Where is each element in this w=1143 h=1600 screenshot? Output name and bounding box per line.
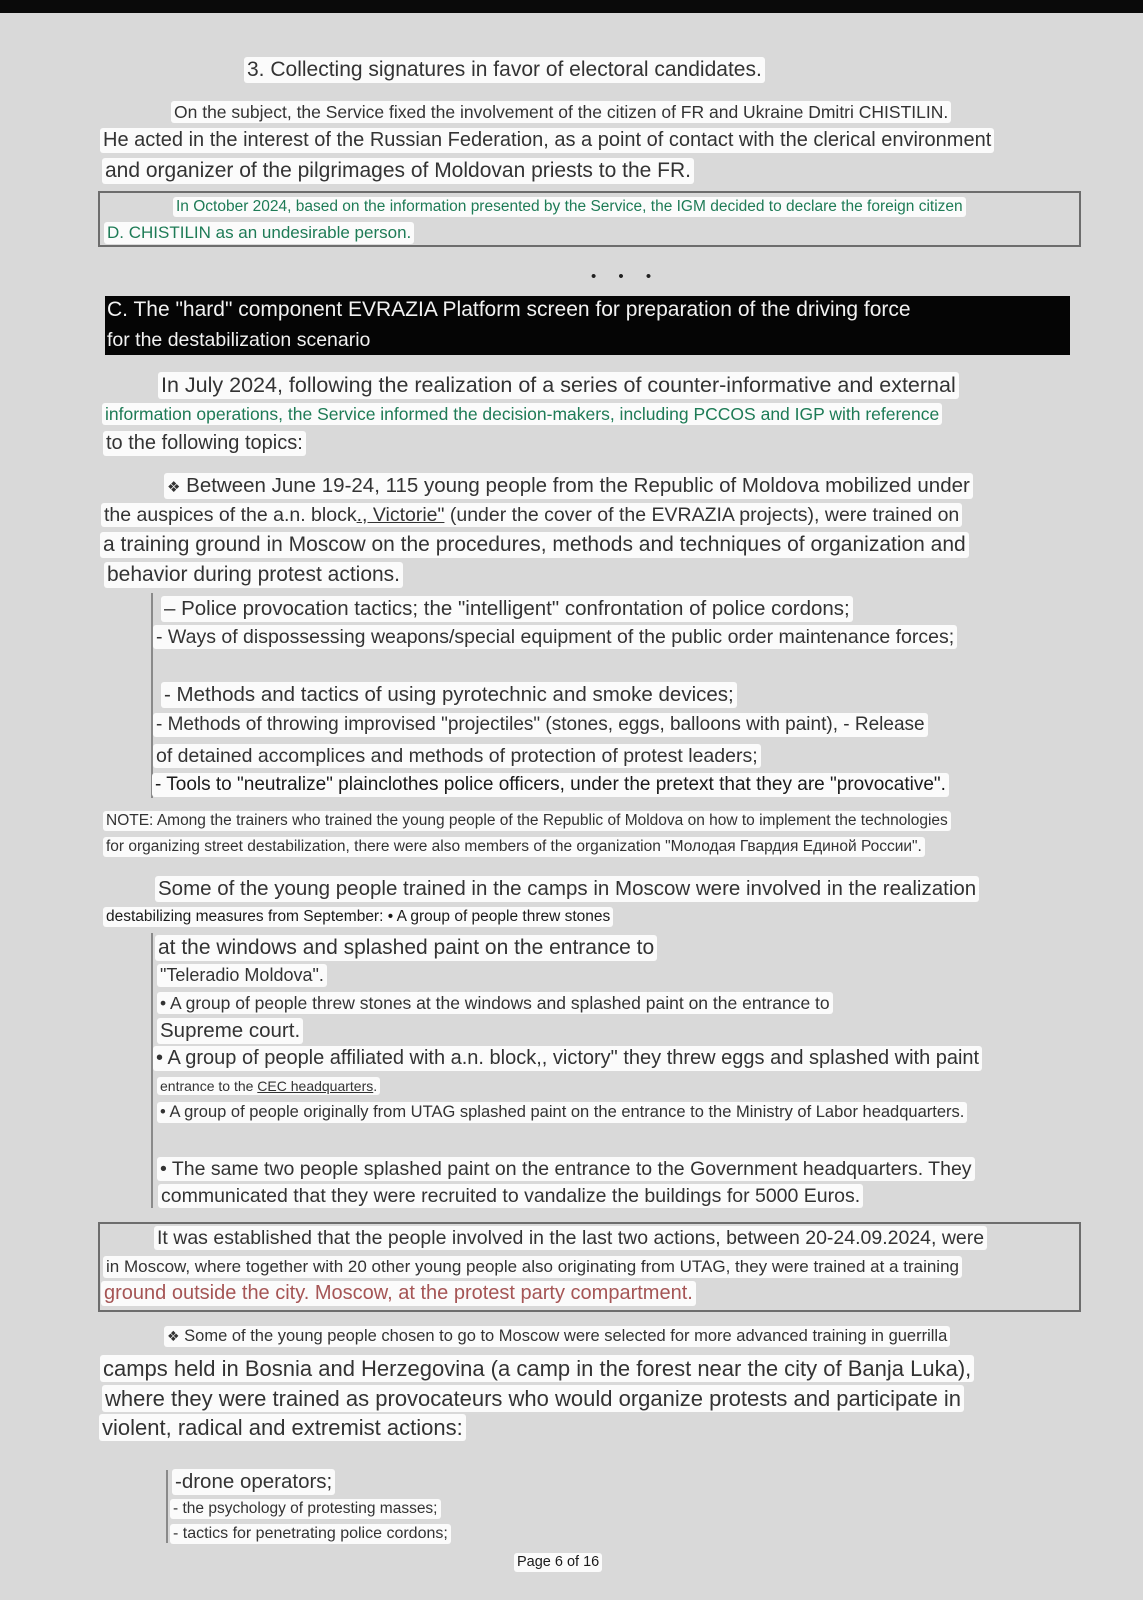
paragraph-line: to the following topics: (103, 431, 306, 456)
bullet-paragraph-line: where they were trained as provocateurs who would organize protests and participate in (102, 1385, 964, 1412)
list-indent-bar (151, 933, 153, 1208)
boxed-line: ground outside the city. Moscow, at the protest party compartment. (101, 1281, 696, 1306)
section-title: C. The "hard" component EVRAZIA Platform screen for preparation of the driving force (107, 298, 911, 321)
list-item: at the windows and splashed paint on the entrance to (155, 935, 657, 961)
list-item: Supreme court. (157, 1018, 303, 1044)
page-number: Page 6 of 16 (514, 1553, 602, 1572)
top-border (0, 0, 1143, 13)
bullet-paragraph-line (164, 473, 973, 499)
list-indent-bar (166, 1470, 168, 1543)
underlined-text: CEC headquarters (257, 1078, 374, 1094)
diamond-bullet-icon: ❖ (167, 1329, 180, 1345)
boxed-line: In October 2024, based on the information presented by the Service, the IGM decided to declare the foreign citizen (173, 197, 966, 217)
paragraph-line: and organizer of the pilgrimages of Moldovan priests to the FR. (102, 158, 694, 184)
list-item: - the psychology of protesting masses; (170, 1499, 441, 1519)
section-title: for the destabilization scenario (107, 329, 371, 351)
bullet-text: Some of the young people chosen to go to Moscow were selected for more advanced training in guerrilla (184, 1327, 948, 1345)
paragraph-line: destabilizing measures from September: • A group of people threw stones (103, 907, 613, 927)
list-item: communicated that they were recruited to vandalize the buildings for 5000 Euros. (158, 1184, 863, 1208)
list-item: – Police provocation tactics; the "intelligent" confrontation of police cordons; (161, 596, 853, 622)
list-item: - Ways of dispossessing weapons/special equipment of the public order maintenance forces; (153, 625, 957, 649)
bullet-text: (under the cover of the EVRAZIA projects), were trained on (444, 504, 960, 526)
section-heading: 3. Collecting signatures in favor of electoral candidates. (244, 57, 765, 83)
bullet-text: the auspices of the a.n. block (104, 504, 357, 526)
boxed-line: It was established that the people involved in the last two actions, between 20-24.09.2024, were (154, 1226, 987, 1250)
paragraph-line: Some of the young people trained in the camps in Moscow were involved in the realization (155, 876, 979, 902)
paragraph-line: On the subject, the Service fixed the involvement of the citizen of FR and Ukraine Dmitri CHISTILIN. (171, 101, 951, 123)
list-item: • A group of people originally from UTAG splashed paint on the entrance to the Ministry of Labor headquarters. (157, 1102, 967, 1123)
list-item: • The same two people splashed paint on the entrance to the Government headquarters. They (157, 1157, 975, 1181)
section-title-bar (105, 296, 1070, 355)
list-item-text: entrance to the (160, 1078, 258, 1094)
boxed-line: D. CHISTILIN as an undesirable person. (104, 222, 414, 244)
diamond-bullet-icon: ❖ (167, 478, 181, 496)
bullet-paragraph-line (101, 503, 962, 527)
section-separator: • • • (591, 268, 661, 285)
bullet-text: Between June 19-24, 115 young people from the Republic of Moldova mobilized under (186, 474, 970, 497)
list-item: • A group of people threw stones at the windows and splashed paint on the entrance to (157, 992, 833, 1014)
list-item: - Tools to "neutralize" plainclothes police officers, under the pretext that they are "provocative". (152, 773, 949, 797)
list-item-text: . (373, 1078, 378, 1094)
paragraph-line: He acted in the interest of the Russian Federation, as a point of contact with the clerical environment (100, 128, 994, 153)
paragraph-line: information operations, the Service informed the decision-makers, including PCCOS and IGP with reference (102, 403, 942, 425)
underlined-text: ., Victorie" (356, 504, 445, 526)
note-line: NOTE: Among the trainers who trained the young people of the Republic of Moldova on how to implement the technologies (103, 811, 951, 831)
list-item: -drone operators; (172, 1469, 335, 1495)
list-item: • A group of people affiliated with a.n. block,, victory" they threw eggs and splashed with paint (153, 1046, 982, 1071)
list-item: of detained accomplices and methods of protection of protest leaders; (153, 744, 761, 768)
note-line: for organizing street destabilization, there were also members of the organization "Молодая Гвардия Единой России". (103, 837, 925, 857)
list-item: - Methods of throwing improvised "projectiles" (stones, eggs, balloons with paint), - Release (153, 713, 928, 737)
list-item: - tactics for penetrating police cordons; (170, 1524, 451, 1544)
list-item: - Methods and tactics of using pyrotechnic and smoke devices; (161, 682, 737, 708)
bullet-paragraph-line: camps held in Bosnia and Herzegovina (a camp in the forest near the city of Banja Luka), (100, 1355, 974, 1382)
list-indent-bar (151, 593, 153, 798)
bullet-paragraph-line: a training ground in Moscow on the procedures, methods and techniques of organization and (100, 532, 969, 558)
bullet-paragraph-line: violent, radical and extremist actions: (99, 1414, 466, 1441)
paragraph-line: In July 2024, following the realization of a series of counter-informative and external (158, 372, 959, 399)
bullet-paragraph-line (164, 1326, 950, 1347)
list-item (157, 1077, 380, 1095)
bullet-paragraph-line: behavior during protest actions. (104, 562, 403, 588)
boxed-line: in Moscow, where together with 20 other young people also originating from UTAG, they were trained at a training (103, 1256, 962, 1278)
list-item: "Teleradio Moldova". (157, 964, 327, 987)
